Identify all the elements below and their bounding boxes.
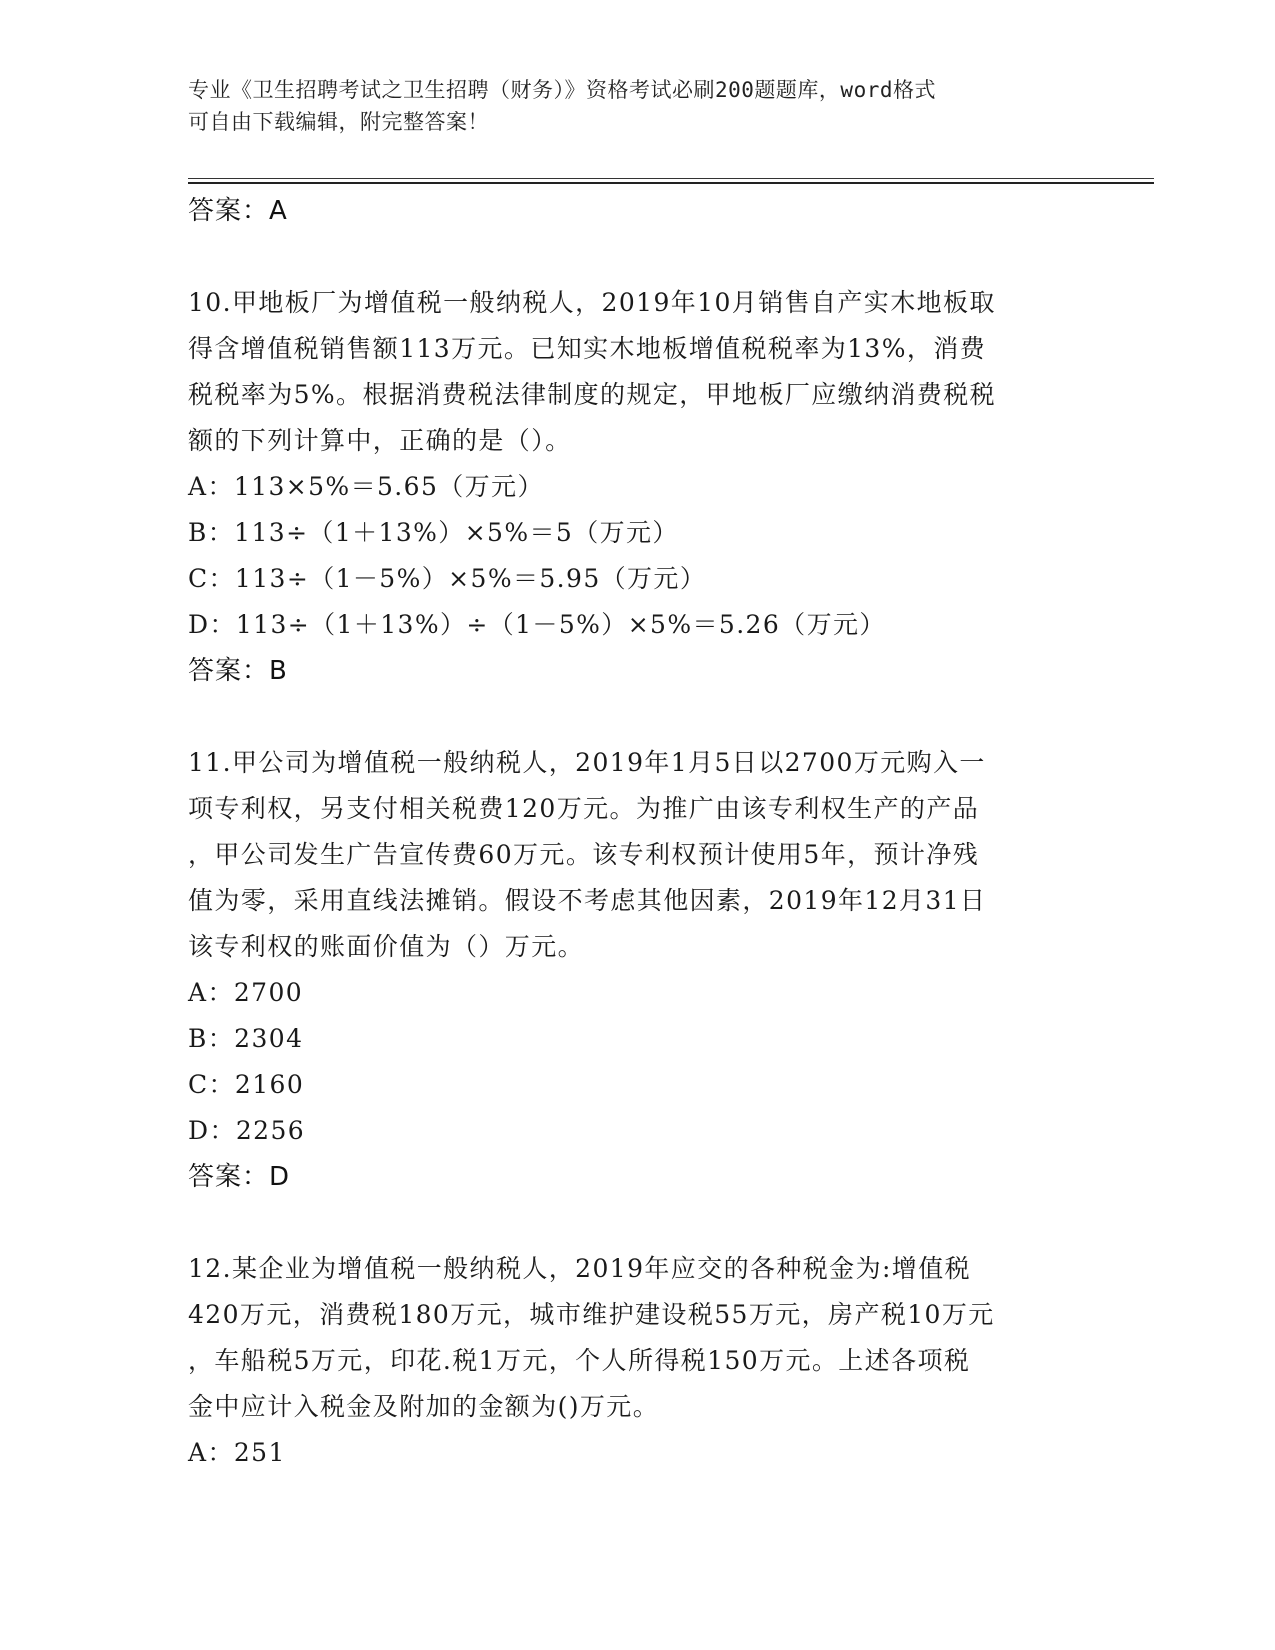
question-text-line: 12.某企业为增值税一般纳税人，2019年应交的各种税金为:增值税 [188,1254,972,1283]
answer-label: 答案：B [188,656,288,686]
question-12 [188,1246,1088,1476]
question-text-line: 得含增值税销售额113万元。已知实木地板增值税税率为13%，消费 [188,334,987,363]
option-d: D：113÷（1＋13%）÷（1－5%）×5%＝5.26（万元） [188,610,886,639]
question-text-line: ，车船税5万元，印花.税1万元，个人所得税150万元。上述各项税 [188,1346,971,1375]
question-text-line: 10.甲地板厂为增值税一般纳税人，2019年10月销售自产实木地板取 [188,288,996,317]
question-text-line: 金中应计入税金及附加的金额为()万元。 [188,1392,660,1421]
question-text-line: 税税率为5%。根据消费税法律制度的规定，甲地板厂应缴纳消费税税 [188,380,997,409]
page-header [188,74,1088,138]
header-line-2: 可自由下载编辑，附完整答案！ [188,110,489,134]
question-text-line: 额的下列计算中，正确的是（）。 [188,426,572,455]
option-c: C：2160 [188,1070,305,1099]
question-text-line: 值为零，采用直线法摊销。假设不考虑其他因素，2019年12月31日 [188,886,987,915]
answer-label: 答案：D [188,1162,291,1192]
header-divider-thin [188,178,1154,179]
option-d: D：2256 [188,1116,306,1145]
document-body [188,188,1088,1476]
option-a: A：113×5%＝5.65（万元） [188,472,544,501]
question-text-line: 11.甲公司为增值税一般纳税人，2019年1月5日以2700万元购入一 [188,748,986,777]
option-b: B：2304 [188,1024,304,1053]
answer-block-prev [188,188,1088,234]
header-divider-thick [188,182,1154,184]
question-text-line: ，甲公司发生广告宣传费60万元。该专利权预计使用5年，预计净残 [188,840,980,869]
question-10 [188,280,1088,694]
question-text-line: 420万元，消费税180万元，城市维护建设税55万元，房产税10万元 [188,1300,995,1329]
question-11 [188,740,1088,1200]
option-b: B：113÷（1＋13%）×5%＝5（万元） [188,518,679,547]
question-text-line: 项专利权，另支付相关税费120万元。为推广由该专利权生产的产品 [188,794,980,823]
header-line-1: 专业《卫生招聘考试之卫生招聘（财务）》资格考试必刷200题题库，word格式 [188,78,936,102]
answer-label: 答案：A [188,196,288,226]
question-text-line: 该专利权的账面价值为（）万元。 [188,932,585,961]
option-c: C：113÷（1－5%）×5%＝5.95（万元） [188,564,707,593]
option-a: A：251 [188,1438,286,1467]
option-a: A：2700 [188,978,304,1007]
